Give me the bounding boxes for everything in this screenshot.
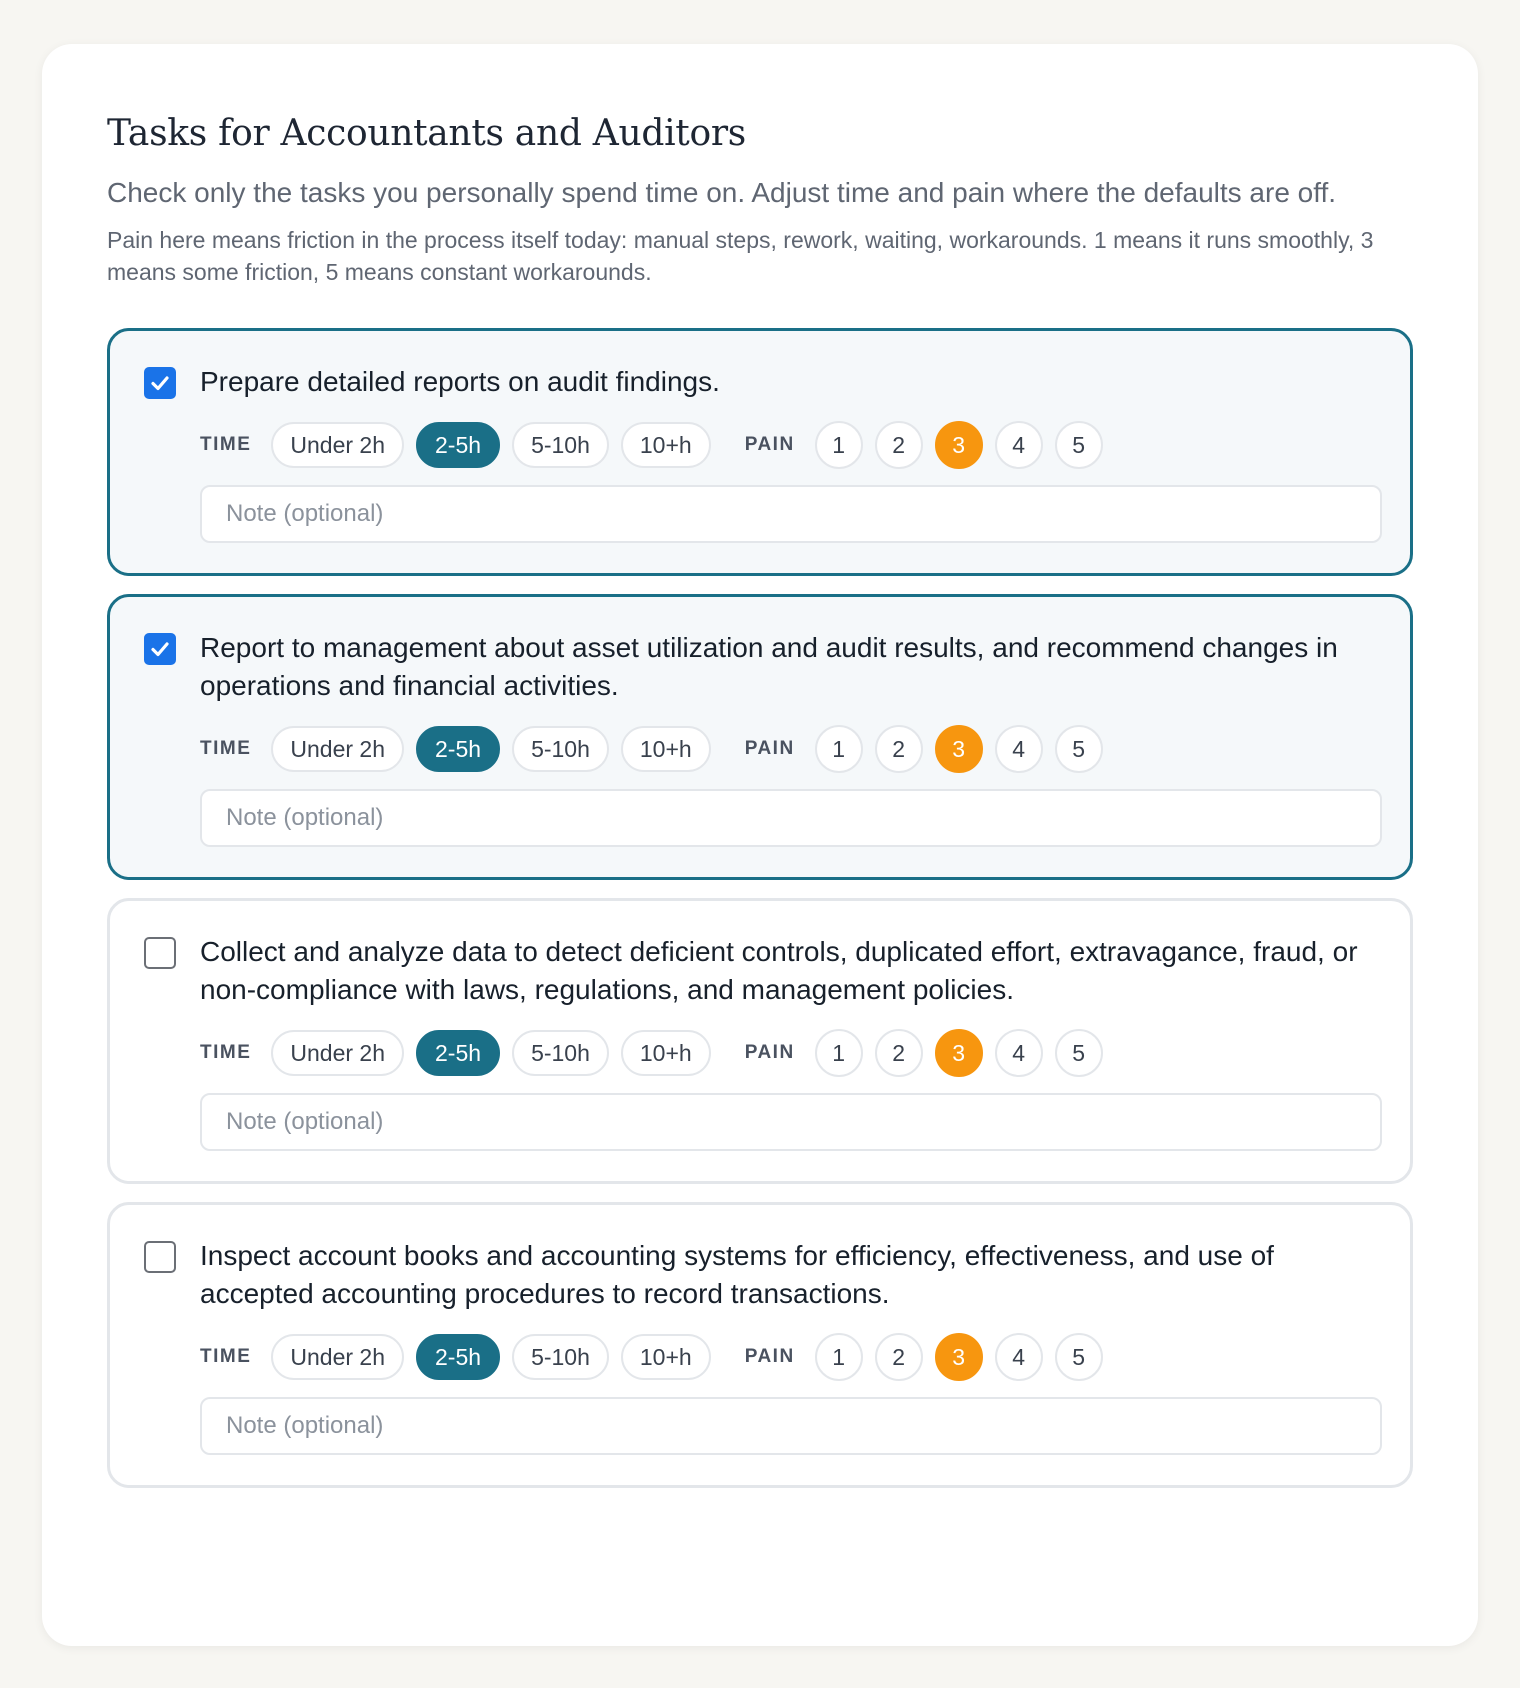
task-text: Report to management about asset utilization and audit results, and recommend changes in operations and financial activities. xyxy=(200,632,1338,702)
time-option-2-5h[interactable]: 2-5h xyxy=(416,1030,500,1076)
time-option-under-2h[interactable]: Under 2h xyxy=(271,1030,404,1076)
time-option-5-10h[interactable]: 5-10h xyxy=(512,1334,609,1380)
task-controls xyxy=(200,421,1376,469)
time-option-10-plus-h[interactable]: 10+h xyxy=(621,1030,711,1076)
pain-option-3[interactable]: 3 xyxy=(935,725,983,773)
pain-option-2[interactable]: 2 xyxy=(875,421,923,469)
pain-option-3[interactable]: 3 xyxy=(935,1029,983,1077)
note-input[interactable] xyxy=(200,1397,1382,1455)
task-card xyxy=(107,898,1413,1184)
task-header xyxy=(144,363,1376,401)
time-option-under-2h[interactable]: Under 2h xyxy=(271,726,404,772)
pain-label: PAIN xyxy=(744,1042,795,1064)
pain-option-5[interactable]: 5 xyxy=(1055,1029,1103,1077)
pain-option-2[interactable]: 2 xyxy=(875,1333,923,1381)
page-title: Tasks for Accountants and Auditors xyxy=(107,113,746,154)
pain-option-5[interactable]: 5 xyxy=(1055,421,1103,469)
time-option-2-5h[interactable]: 2-5h xyxy=(416,726,500,772)
task-checkbox[interactable] xyxy=(144,367,176,399)
task-list xyxy=(107,328,1413,1488)
task-text: Inspect account books and accounting systems for efficiency, effectiveness, and use of accepted accounting procedures to record transactions. xyxy=(200,1240,1274,1310)
pain-option-2[interactable]: 2 xyxy=(875,1029,923,1077)
pain-option-5[interactable]: 5 xyxy=(1055,1333,1103,1381)
pain-option-1[interactable]: 1 xyxy=(815,1029,863,1077)
tasks-card xyxy=(42,44,1478,1646)
task-text: Prepare detailed reports on audit findings. xyxy=(200,366,720,398)
pain-option-4[interactable]: 4 xyxy=(995,421,1043,469)
pain-label: PAIN xyxy=(744,738,795,760)
task-checkbox[interactable] xyxy=(144,937,176,969)
pain-option-1[interactable]: 1 xyxy=(815,1333,863,1381)
note-input[interactable] xyxy=(200,1093,1382,1151)
pain-help-text: Pain here means friction in the process itself today: manual steps, rework, waiting, workarounds. 1 means it runs smoothly, 3 means some friction, 5 means constant workarounds. xyxy=(107,227,1374,286)
pain-option-3[interactable]: 3 xyxy=(935,421,983,469)
checkmark-icon xyxy=(149,372,171,394)
task-controls xyxy=(200,725,1376,773)
task-text: Collect and analyze data to detect deficient controls, duplicated effort, extravagance, fraud, or non-compliance with laws, regulations, and management policies. xyxy=(200,936,1358,1006)
pain-option-3[interactable]: 3 xyxy=(935,1333,983,1381)
task-card xyxy=(107,1202,1413,1488)
pain-option-5[interactable]: 5 xyxy=(1055,725,1103,773)
pain-option-1[interactable]: 1 xyxy=(815,725,863,773)
time-option-5-10h[interactable]: 5-10h xyxy=(512,1030,609,1076)
time-option-10-plus-h[interactable]: 10+h xyxy=(621,726,711,772)
task-controls xyxy=(200,1333,1376,1381)
pain-option-2[interactable]: 2 xyxy=(875,725,923,773)
pain-label: PAIN xyxy=(744,434,795,456)
pain-option-4[interactable]: 4 xyxy=(995,1333,1043,1381)
time-label: TIME xyxy=(200,738,252,760)
pain-label: PAIN xyxy=(744,1346,795,1368)
time-option-10-plus-h[interactable]: 10+h xyxy=(621,422,711,468)
task-card xyxy=(107,594,1413,880)
time-option-2-5h[interactable]: 2-5h xyxy=(416,1334,500,1380)
time-label: TIME xyxy=(200,1042,252,1064)
time-option-under-2h[interactable]: Under 2h xyxy=(271,1334,404,1380)
pain-option-4[interactable]: 4 xyxy=(995,1029,1043,1077)
task-controls xyxy=(200,1029,1376,1077)
task-header xyxy=(144,933,1376,1009)
pain-option-1[interactable]: 1 xyxy=(815,421,863,469)
note-input[interactable] xyxy=(200,789,1382,847)
time-label: TIME xyxy=(200,434,252,456)
time-option-2-5h[interactable]: 2-5h xyxy=(416,422,500,468)
time-option-10-plus-h[interactable]: 10+h xyxy=(621,1334,711,1380)
time-label: TIME xyxy=(200,1346,252,1368)
intro-text: Check only the tasks you personally spend time on. Adjust time and pain where the defaults are off. xyxy=(107,177,1337,209)
task-card xyxy=(107,328,1413,576)
note-input[interactable] xyxy=(200,485,1382,543)
task-header xyxy=(144,629,1376,705)
checkmark-icon xyxy=(149,638,171,660)
task-checkbox[interactable] xyxy=(144,633,176,665)
time-option-5-10h[interactable]: 5-10h xyxy=(512,422,609,468)
time-option-under-2h[interactable]: Under 2h xyxy=(271,422,404,468)
time-option-5-10h[interactable]: 5-10h xyxy=(512,726,609,772)
task-header xyxy=(144,1237,1376,1313)
pain-option-4[interactable]: 4 xyxy=(995,725,1043,773)
task-checkbox[interactable] xyxy=(144,1241,176,1273)
